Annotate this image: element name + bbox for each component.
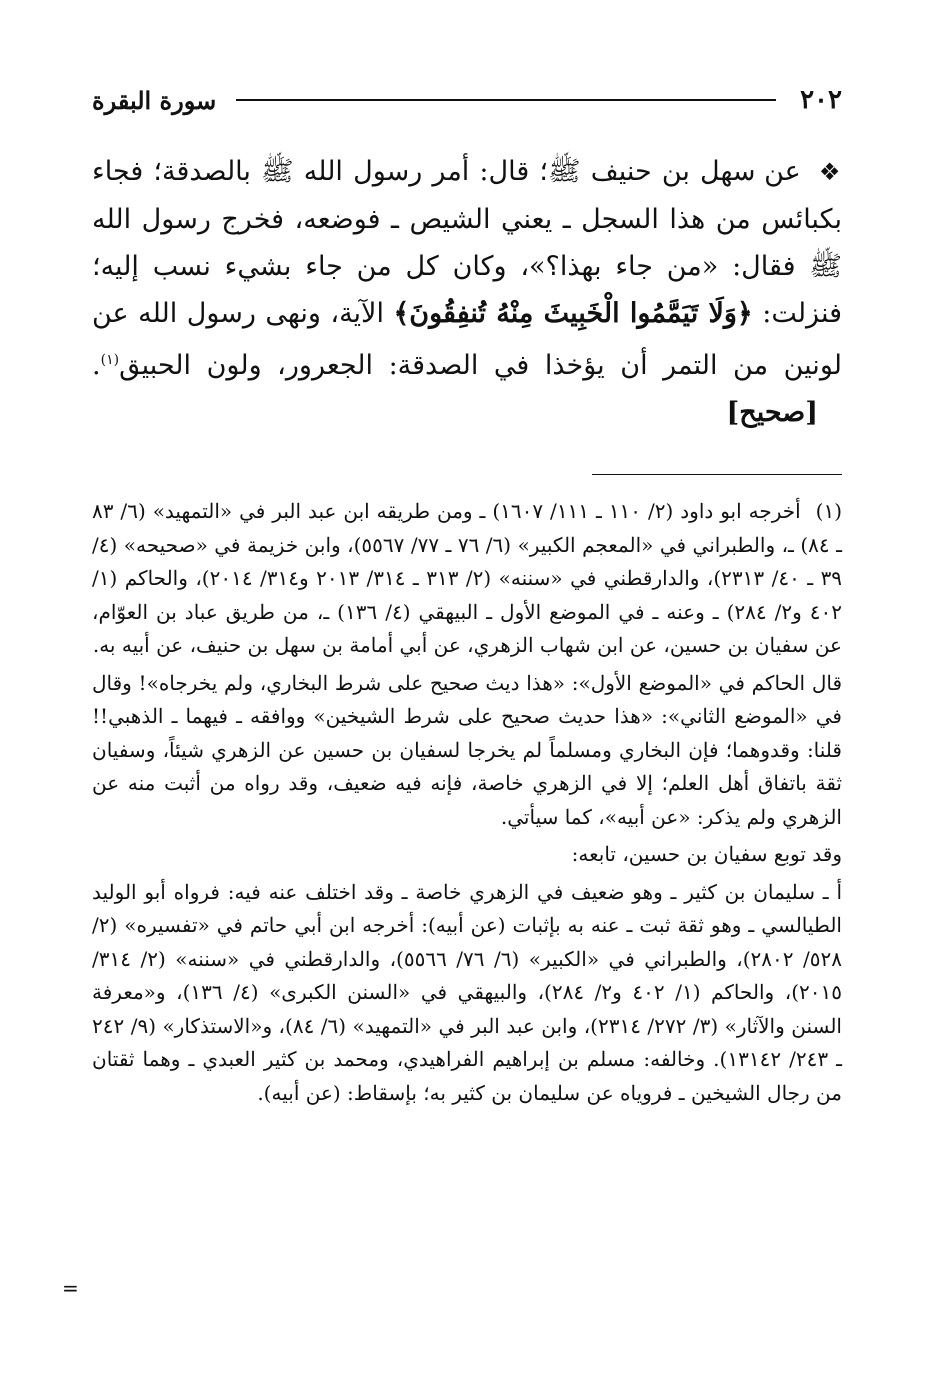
footnote-paragraph: وقد توبع سفيان بن حسين، تابعه: bbox=[571, 842, 842, 866]
footnote-reference[interactable]: (١) bbox=[100, 352, 120, 368]
footnote-paragraph: قال الحاكم في «الموضع الأول»: «هذا ديث صحيح على شرط البخاري، ولم يخرجاه»! وقال في «الموضع الثاني»: «هذا حديث صحيح على شرط الشيخين» ووافقه ـ فيهما ـ الذهبي!! قلنا: وقدوهما؛ فإن البخاري ومسلماً لم يخرجا لسفيان بن حسين عن الزهري شيئاً، وسفيان ثقة باتفاق أهل العلم؛ إلا في الزهري خاصة، فإنه فيه ضعيف، وقد رواه من أثبت منه عن الزهري ولم يذكر: «عن أبيه»، كما سيأتي. bbox=[92, 670, 843, 829]
footnote-paragraph bbox=[92, 495, 842, 663]
surah-name: سورة البقرة bbox=[92, 85, 217, 115]
header-rule bbox=[236, 99, 776, 101]
hadith-body: عن سهل بن حنيف ﷺ؛ قال: أمر رسول الله ﷺ بالصدقة؛ فجاء بكبائس من هذا السجل ـ يعني الشيص ـ فوضعه، فخرج رسول الله ﷺ فقال: «من جاء بهذا؟»، وكان كل من جاء بشيء نسب إليه؛ فنزلت: bbox=[92, 156, 843, 329]
footnote-marker: (١) bbox=[815, 499, 843, 523]
page-header bbox=[92, 80, 842, 120]
hadith-text: ❖ عن سهل بن حنيف ﷺ؛ قال: أمر رسول الله ﷺ بالصدقة؛ فجاء بكبائس من هذا السجل ـ يعني الشيص ـ فوضعه، فخرج رسول الله ﷺ فقال: «من جاء بهذا؟»، وكان كل من جاء بشيء نسب إليه؛ فنزلت: ﴿وَلَا تَيَمَّمُوا الْخَبِيثَ مِنْهُ تُنفِقُونَ﴾ الآية، ونهى رسول الله عن لونين من التمر أن يؤخذا في الصدقة: الجعرور، ولون الحبيق$^{(١)}$. [صحيح] bbox=[92, 156, 843, 428]
quran-verse: ﴿وَلَا تَيَمَّمُوا الْخَبِيثَ مِنْهُ تُنفِقُونَ﴾ bbox=[393, 298, 753, 329]
continuation-mark: = bbox=[62, 1276, 79, 1300]
page-number: ٢٠٢ bbox=[800, 85, 842, 115]
page bbox=[92, 80, 842, 1114]
footnote-paragraph: أ ـ سليمان بن كثير ـ وهو ضعيف في الزهري خاصة ـ وقد اختلف عنه فيه: فرواه أبو الوليد الطيالسي ـ وهو ثقة ثبت ـ عنه به بإثبات (عن أبيه): أخرجه ابن أبي حاتم في «تفسيره» (٢/ ٥٢٨/ ٢٨٠٢)، والطبراني في «الكبير» (٦/ ٧٦/ ٥٥٦٦)، والدارقطني في «سننه» (٢/ ٣١٤/ ٢٠١٥)، والحاكم (١/ ٤٠٢ و٢/ ٢٨٤)، والبيهقي في «السنن الكبرى» (٤/ ١٣٦)، و«معرفة السنن والآثار» (٣/ ٢٧٢/ ٢٣١٤)، وابن عبد البر في «التمهيد» (٦/ ٨٤)، و«الاستذكار» (٩/ ٢٤٢ ـ ٢٤٣/ ١٣١٤٢). وخالفه: مسلم بن إبراهيم الفراهيدي، ومحمد بن كثير العبدي ـ وهما ثقتان من رجال الشيخين ـ فروياه عن سليمان بن كثير به؛ بإسقاط: (عن أبيه). bbox=[92, 879, 843, 1105]
diamond-bullet-icon: ❖ bbox=[818, 158, 842, 186]
footnote-separator bbox=[592, 474, 842, 475]
hadith-grade: [صحيح] bbox=[726, 397, 818, 428]
footnotes bbox=[92, 495, 842, 1110]
hadith-body-continued: الآية، ونهى رسول الله عن لونين من التمر أن يؤخذا في الصدقة: الجعرور، ولون الحبيق bbox=[92, 298, 842, 381]
footnote-text: أخرجه ابو داود (٢/ ١١٠ ـ ١١١/ ١٦٠٧) ـ ومن طريقه ابن عبد البر في «التمهيد» (٦/ ٨٣ ـ ٨٤) ـ، والطبراني في «المعجم الكبير» (٦/ ٧٦ ـ ٧٧/ ٥٥٦٧)، وابن خزيمة في «صحيحه» (٤/ ٣٩ ـ ٤٠/ ٢٣١٣)، والدارقطني في «سننه» (٢/ ٣١٣ ـ ٣١٤/ ٢٠١٣ و٣١٤/ ٢٠١٤)، والحاكم (١/ ٤٠٢ و٢/ ٢٨٤) ـ وعنه ـ في الموضع الأول ـ البيهقي (٤/ ١٣٦) ـ، من طريق عباد بن العوّام، عن سفيان بن حسين، عن ابن شهاب الزهري، عن أبي أمامة بن سهل بن حنيف، عن أبيه به. bbox=[92, 499, 843, 657]
